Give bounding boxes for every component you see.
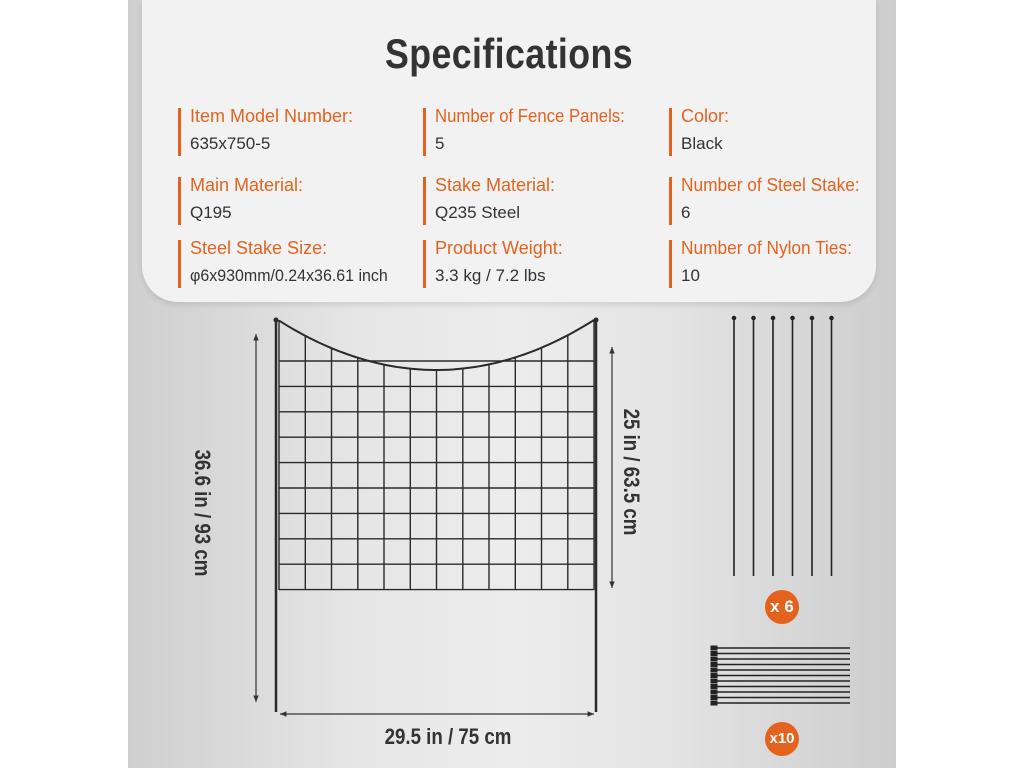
stakes-illustration — [732, 316, 833, 576]
stake-tip — [830, 316, 834, 320]
nylon-tie-head — [711, 696, 717, 700]
nylon-tie-head — [711, 685, 717, 689]
spec-value: Black — [681, 134, 723, 153]
stake-tip — [274, 318, 278, 322]
specifications-title: Specifications — [384, 30, 633, 77]
fence-panel — [274, 318, 598, 712]
spec-label: Product Weight: — [435, 238, 563, 258]
panel-height-dimension-label: 25 in / 63.5 cm — [619, 408, 644, 536]
spec-value: 635x750-5 — [190, 134, 271, 153]
spec-label: Number of Nylon Ties: — [681, 238, 852, 258]
spec-value: 6 — [681, 203, 691, 222]
ties-quantity-badge: x10 — [765, 722, 799, 756]
spec-label: Steel Stake Size: — [190, 238, 328, 258]
dimension-arrowhead — [588, 711, 594, 716]
spec-value: 3.3 kg / 7.2 lbs — [435, 266, 546, 285]
dimension-arrowhead — [253, 334, 258, 340]
height-dimension-label: 36.6 in / 93 cm — [190, 449, 215, 577]
spec-label: Number of Fence Panels: — [435, 106, 625, 126]
nylon-tie-head — [711, 674, 717, 678]
stake-tip — [752, 316, 756, 320]
width-dimension-label: 29.5 in / 75 cm — [384, 724, 512, 749]
spec-value: Q195 — [190, 203, 232, 222]
spec-label: Item Model Number: — [190, 106, 354, 126]
spec-label: Number of Steel Stake: — [681, 175, 860, 195]
dimension-lines — [253, 334, 614, 717]
nylon-tie-head — [711, 663, 717, 667]
product-image — [128, 0, 896, 768]
fence-illustration — [128, 0, 896, 768]
fence-top-arch — [279, 320, 594, 370]
stake-tip — [771, 316, 775, 320]
nylon-tie-head — [711, 668, 717, 672]
stake-tip — [732, 316, 736, 320]
dimension-arrowhead — [280, 711, 286, 716]
dimension-arrowhead — [253, 696, 258, 702]
dimension-arrowhead — [609, 582, 614, 588]
nylon-tie-head — [711, 679, 717, 683]
stake-tip — [810, 316, 814, 320]
nylon-ties-illustration — [711, 646, 850, 705]
spec-value: 10 — [681, 266, 700, 285]
spec-value: φ6x930mm/0.24x36.61 inch — [190, 266, 388, 285]
spec-value: 5 — [435, 134, 445, 153]
nylon-tie-head — [711, 657, 717, 661]
nylon-tie-head — [711, 701, 717, 705]
spec-label: Stake Material: — [435, 175, 556, 195]
stakes-quantity-badge: x 6 — [765, 590, 799, 624]
nylon-tie-head — [711, 690, 717, 694]
spec-label: Main Material: — [190, 175, 304, 195]
spec-value: Q235 Steel — [435, 203, 521, 222]
nylon-tie-head — [711, 652, 717, 656]
dimension-arrowhead — [609, 347, 614, 353]
spec-label: Color: — [681, 106, 730, 126]
nylon-tie-head — [711, 646, 717, 650]
stake-tip — [791, 316, 795, 320]
